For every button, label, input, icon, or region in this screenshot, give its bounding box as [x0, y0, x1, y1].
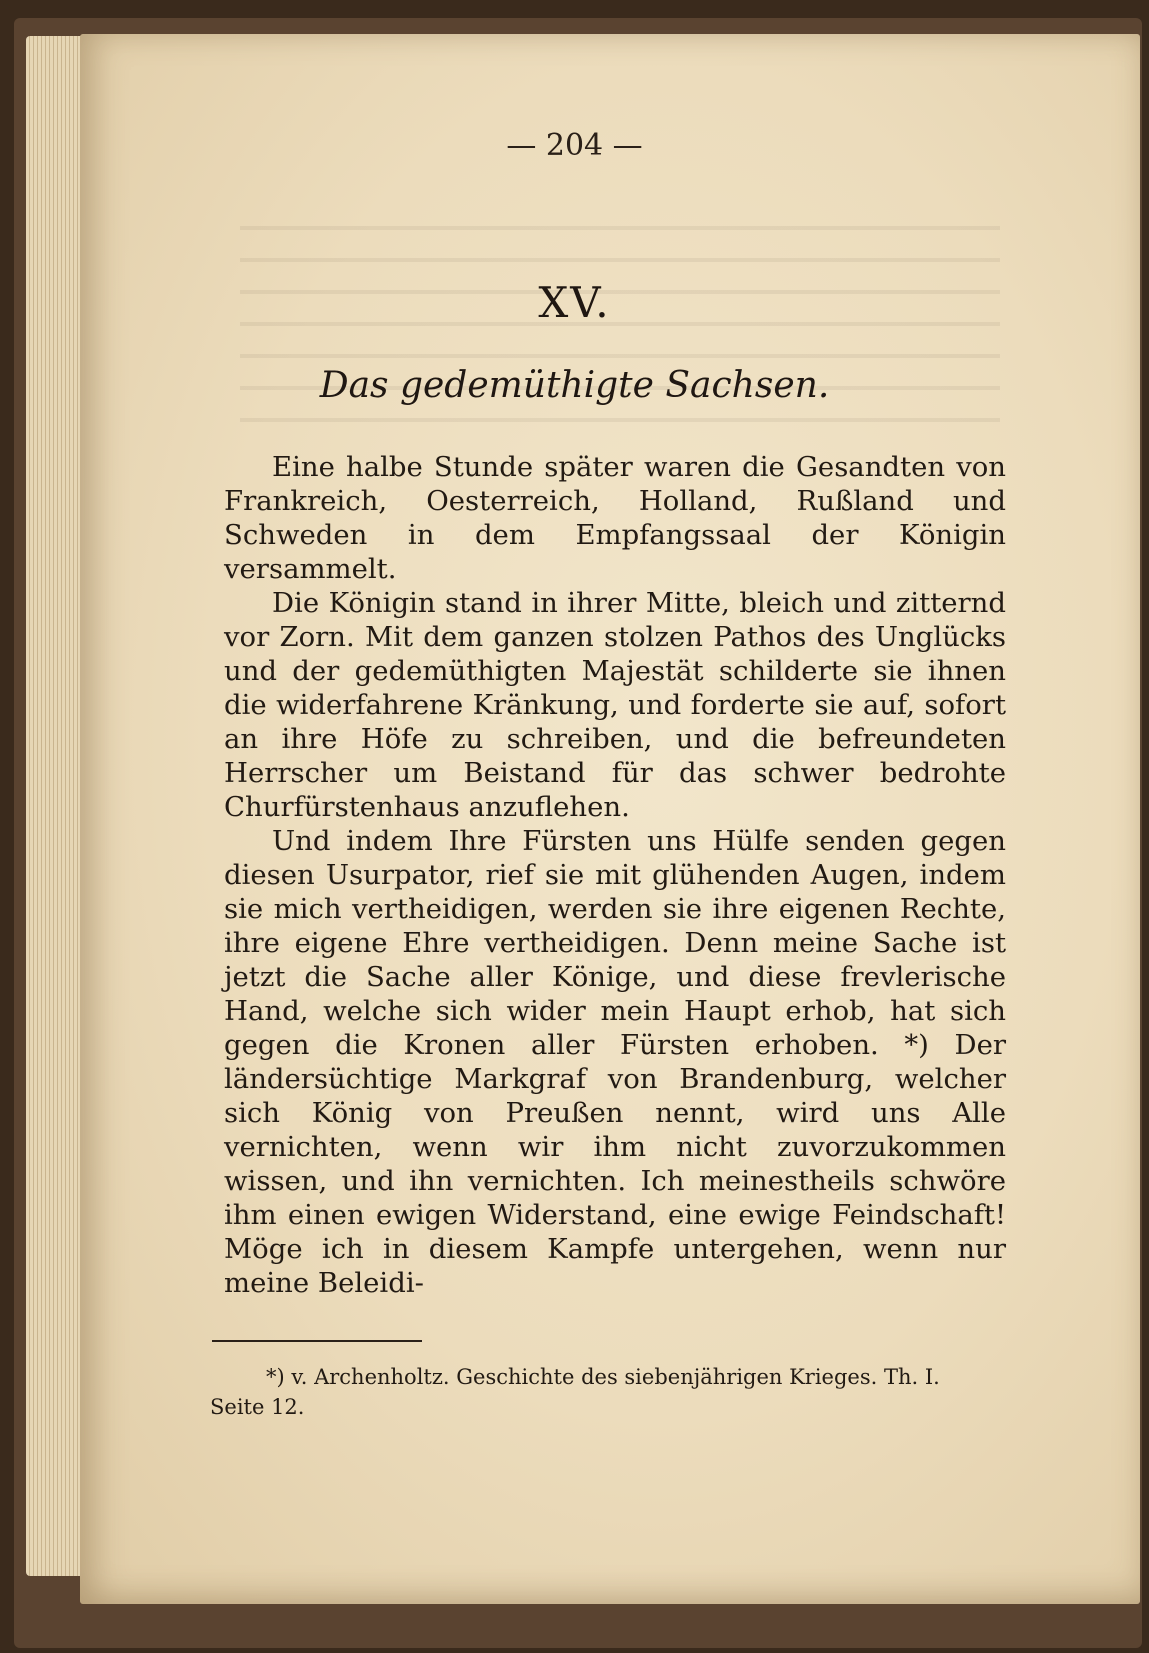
paragraph: Die Königin stand in ihrer Mitte, bleich und zitternd vor Zorn. Mit dem ganzen stolzen Pathos des Unglücks und der gedemüthigten Majestät schilderte sie ihnen die widerfahrene Kränkung, und forderte sie auf, sofort an ihre Höfe zu schreiben, und die befreundeten Herrscher um Beistand für das schwer bedrohte Churfürstenhaus anzuflehen.: [224, 587, 1006, 823]
body-text: [224, 450, 1006, 1300]
footnote: *) v. Archenholtz. Geschichte des siebenjährigen Krieges. Th. I. Seite 12.: [210, 1365, 940, 1419]
chapter-number: XV.: [538, 278, 611, 327]
paragraph: Eine halbe Stunde später waren die Gesandten von Frankreich, Oesterreich, Holland, Rußland und Schweden in dem Empfangssaal der Königin versammelt.: [224, 451, 1006, 585]
footnote-divider: [212, 1340, 422, 1342]
chapter-title: Das gedemüthigte Sachsen.: [319, 365, 830, 406]
page-number: — 204 —: [506, 128, 643, 163]
paragraph: Und indem Ihre Fürsten uns Hülfe senden gegen diesen Usurpator, rief sie mit glühenden Augen, indem sie mich vertheidigen, werden sie ihre eigenen Rechte, ihre eigene Ehre vertheidigen. Denn meine Sache ist jetzt die Sache aller Könige, und diese frevlerische Hand, welche sich wider mein Haupt erhob, hat sich gegen die Kronen aller Fürsten erhoben. *) Der ländersüchtige Markgraf von Brandenburg, welcher sich König von Preußen nennt, wird uns Alle vernichten, wenn wir ihm nicht zuvorzukommen wissen, und ihn vernichten. Ich meinestheils schwöre ihm einen ewigen Widerstand, eine ewige Feindschaft! Möge ich in diesem Kampfe untergehen, wenn nur meine Beleidi-: [224, 825, 1006, 1299]
